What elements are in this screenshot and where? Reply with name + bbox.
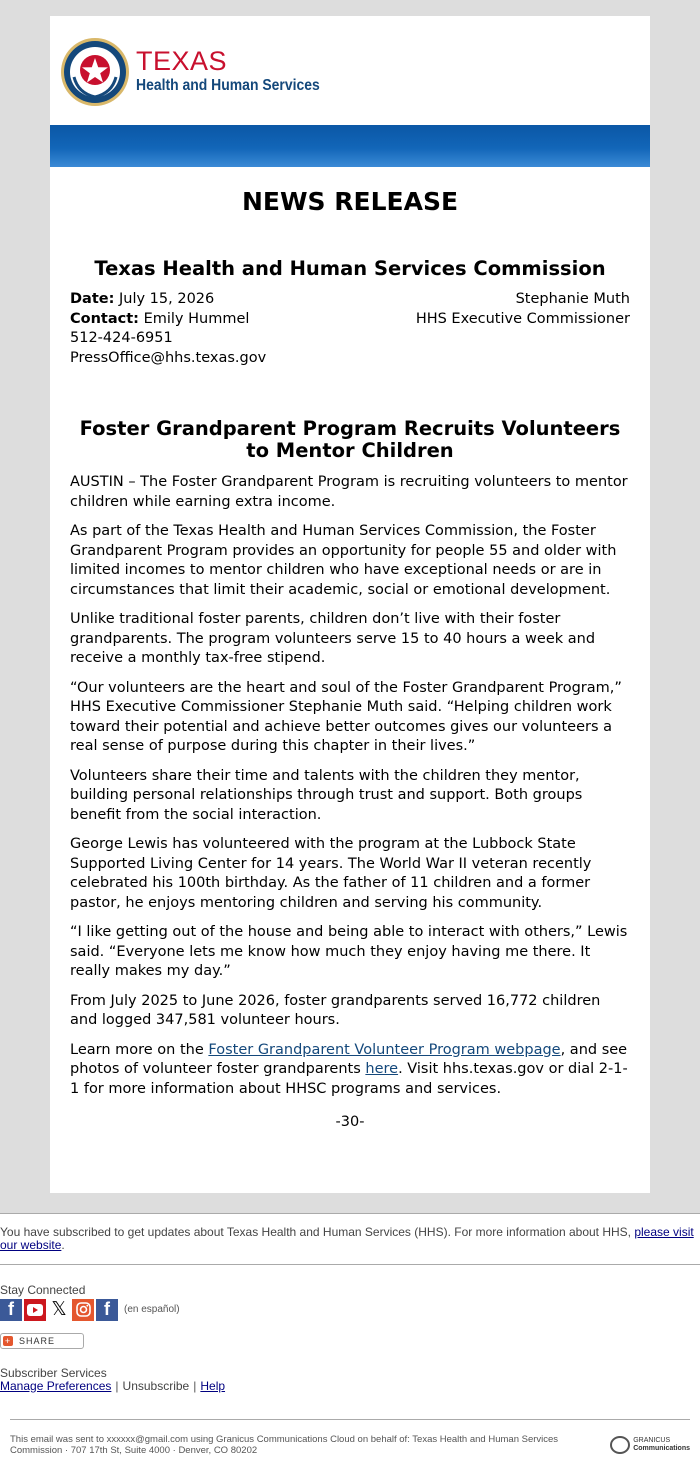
facebook-icon[interactable]: f <box>0 1299 22 1321</box>
logo-hhs-text: Health and Human Services <box>136 77 320 94</box>
paragraph: AUSTIN – The Foster Grandparent Program is recruiting volunteers to mentor children while earning extra income. <box>70 474 628 510</box>
youtube-icon[interactable] <box>24 1299 46 1321</box>
manage-preferences-link[interactable]: Manage Preferences <box>0 1378 112 1393</box>
subscriber-services <box>0 1367 700 1393</box>
contact-label: Contact: <box>70 310 139 327</box>
legal-divider-wrap <box>0 1393 700 1420</box>
share-label: SHARE <box>19 1335 56 1346</box>
date-label: Date: <box>70 291 115 307</box>
photos-link[interactable]: here <box>365 1061 399 1077</box>
social-links <box>0 1299 700 1321</box>
release-content <box>50 185 650 1193</box>
facebook-espanol-icon[interactable]: f <box>96 1299 118 1321</box>
official-name: Stephanie Muth <box>515 291 630 307</box>
unsubscribe-link[interactable]: Unsubscribe <box>122 1378 190 1393</box>
visit-text: . Visit hhs.texas.gov or dial 2-1-1 for more information about HHSC programs and services. <box>70 1061 628 1097</box>
headline: Foster Grandparent Program Recruits Volunteers to Mentor Children <box>79 417 621 462</box>
email-footer <box>0 1213 700 1456</box>
subscriber-links <box>0 1380 700 1393</box>
news-card <box>50 16 650 1193</box>
release-meta <box>70 290 630 368</box>
subscriber-services-label: Subscriber Services <box>0 1365 107 1380</box>
paragraph: “Our volunteers are the heart and soul of the Foster Grandparent Program,” HHS Executive Commissioner Stephanie Muth said. “Helping children work toward their potential and achieve better outcomes gives our volunteers a real sense of purpose during this chapter in their lives.” <box>70 679 622 754</box>
paragraph-learn-more <box>70 1041 630 1100</box>
paragraph: George Lewis has volunteered with the program at the Lubbock State Supported Living Center for 14 years. The World War II veteran recently celebrated his 100th birthday. As the father of 11 children and a former pastor, he enjoys mentoring children and serving his community. <box>70 836 592 911</box>
share-plus-icon: + <box>4 1335 12 1346</box>
legal-text: This email was sent to xxxxxx@gmail.com using Granicus Communications Cloud on behalf of: Texas Health and Human Services Commission · 707 17th St, Suite 4000 · Denver, CO 80202 <box>10 1433 559 1456</box>
granicus-icon <box>610 1436 630 1454</box>
granicus-text <box>633 1437 690 1453</box>
learn-more-text: Learn more on the <box>70 1041 209 1058</box>
press-email: PressOffice@hhs.texas.gov <box>70 349 267 366</box>
x-icon[interactable]: 𝕏 <box>48 1299 70 1321</box>
logo-header <box>50 16 650 125</box>
contact-block <box>70 290 266 368</box>
legal-block <box>0 1420 700 1456</box>
paragraph: From July 2025 to June 2026, foster grandparents served 16,772 children and logged 347,581 volunteer hours. <box>70 992 601 1028</box>
paragraph: Volunteers share their time and talents with the children they mentor, building personal relationships through trust and support. Both groups benefit from the social interaction. <box>70 767 583 823</box>
share-button[interactable] <box>0 1333 84 1349</box>
official-title: HHS Executive Commissioner <box>415 310 630 327</box>
separator: | <box>193 1378 197 1393</box>
logo-texas-text: TEXAS <box>136 46 228 76</box>
photos-text: , and see photos of volunteer foster grandparents <box>70 1041 628 1077</box>
contact-value: Emily Hummel <box>143 310 250 327</box>
official-block <box>416 290 630 368</box>
program-webpage-link[interactable]: Foster Grandparent Volunteer Program webpage <box>208 1041 561 1058</box>
phone: 512-424-6951 <box>70 330 173 346</box>
granicus-logo <box>610 1436 690 1454</box>
stay-connected-label: Stay Connected <box>0 1282 86 1297</box>
website-link[interactable]: please visit our website <box>0 1224 694 1252</box>
separator: | <box>115 1378 119 1393</box>
subscription-text: You have subscribed to get updates about Texas Health and Human Services (HHS). For more information about HHS, <box>0 1224 635 1239</box>
date-value: July 15, 2026 <box>119 291 215 307</box>
org-title: Texas Health and Human Services Commission <box>94 257 606 280</box>
paragraph: Unlike traditional foster parents, children don’t live with their foster grandparents. The program volunteers serve 15 to 40 hours a week and receive a monthly tax-free stipend. <box>70 611 596 666</box>
paragraph: As part of the Texas Health and Human Services Commission, the Foster Grandparent Program provides an opportunity for people 55 and older with limited incomes to mentor children who have exceptional needs or are in circumstances that limit their academic, social or emotional development. <box>70 523 617 598</box>
granicus-line1: GRANICUS <box>633 1436 671 1444</box>
subscription-end: . <box>61 1237 65 1252</box>
paragraph: “I like getting out of the house and being able to interact with others,” Lewis said. “Everyone lets me know how much they enjoy having me there. It really makes my day.” <box>70 924 628 979</box>
espanol-label: (en español) <box>124 1304 180 1315</box>
blue-banner <box>50 125 650 167</box>
help-link[interactable]: Help <box>200 1378 226 1393</box>
news-release-title: NEWS RELEASE <box>241 187 459 216</box>
instagram-icon[interactable] <box>72 1299 94 1321</box>
date-line <box>70 290 266 310</box>
texas-seal-icon <box>60 37 130 107</box>
contact-line <box>70 310 266 330</box>
release-body <box>70 473 630 1099</box>
end-mark: -30- <box>335 1114 365 1130</box>
granicus-line2: Communications <box>633 1444 690 1452</box>
subscription-notice <box>0 1214 700 1264</box>
